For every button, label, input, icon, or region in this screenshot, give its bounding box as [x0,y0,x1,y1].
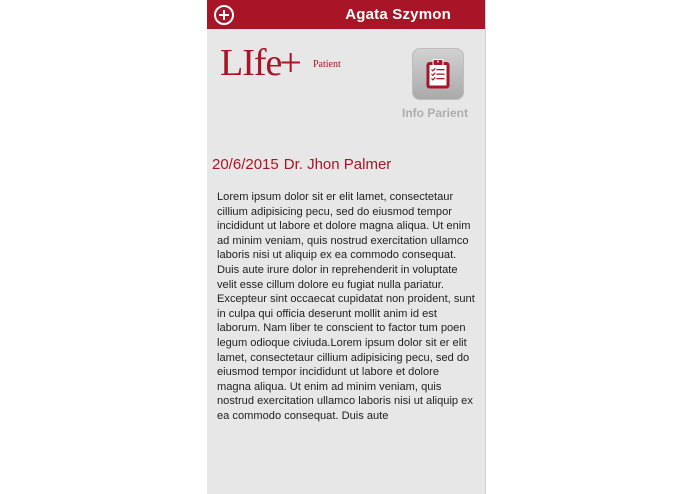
clipboard-icon [425,58,451,90]
top-bar [207,0,486,29]
logo-main-text: LIfe [220,42,282,84]
visit-date: 20/6/2015 [212,156,279,173]
visit-doctor: Dr. Jhon Palmer [283,156,392,173]
visit-notes: Lorem ipsum dolor sit er elit lamet, consectetaur cillium adipisicing pecu, sed do eiusmod tempor incididunt ut labore et dolore magna aliqua. Ut enim ad minim veniam, quis nostrud exercitation ullamco laboris nisi ut aliquip ex ea commodo consequat. Duis aute irure dolor in reprehenderit in voluptate velit esse cillum dolore eu fugiat nulla pariatur. Excepteur sint occaecat cupidatat non proident, sunt in culpa qui officia deserunt mollit anim id est laborum. Nam liber te conscient to factor tum poen legum odioque civiuda.Lorem ipsum dolor sit er elit lamet, consectetaur cillium adipisicing pecu, sed do eiusmod tempor incididunt ut labore et dolore magna aliqua. Ut enim ad minim veniam, quis nostrud exercitation ullamco laboris nisi ut aliquip ex ea commodo consequat. Duis aute [217,191,475,422]
app-screen [207,0,486,494]
info-patient-button[interactable] [412,48,464,100]
logo-sub-text: Patient [313,59,341,70]
user-name: Agata Szymon [345,6,451,23]
plus-circle-icon[interactable] [214,5,234,25]
screen-edge-divider [485,0,486,494]
logo-plus-text: + [279,40,302,85]
app-logo [220,38,341,85]
info-patient-label[interactable]: Info Parient [402,106,469,120]
visit-header [212,156,391,173]
